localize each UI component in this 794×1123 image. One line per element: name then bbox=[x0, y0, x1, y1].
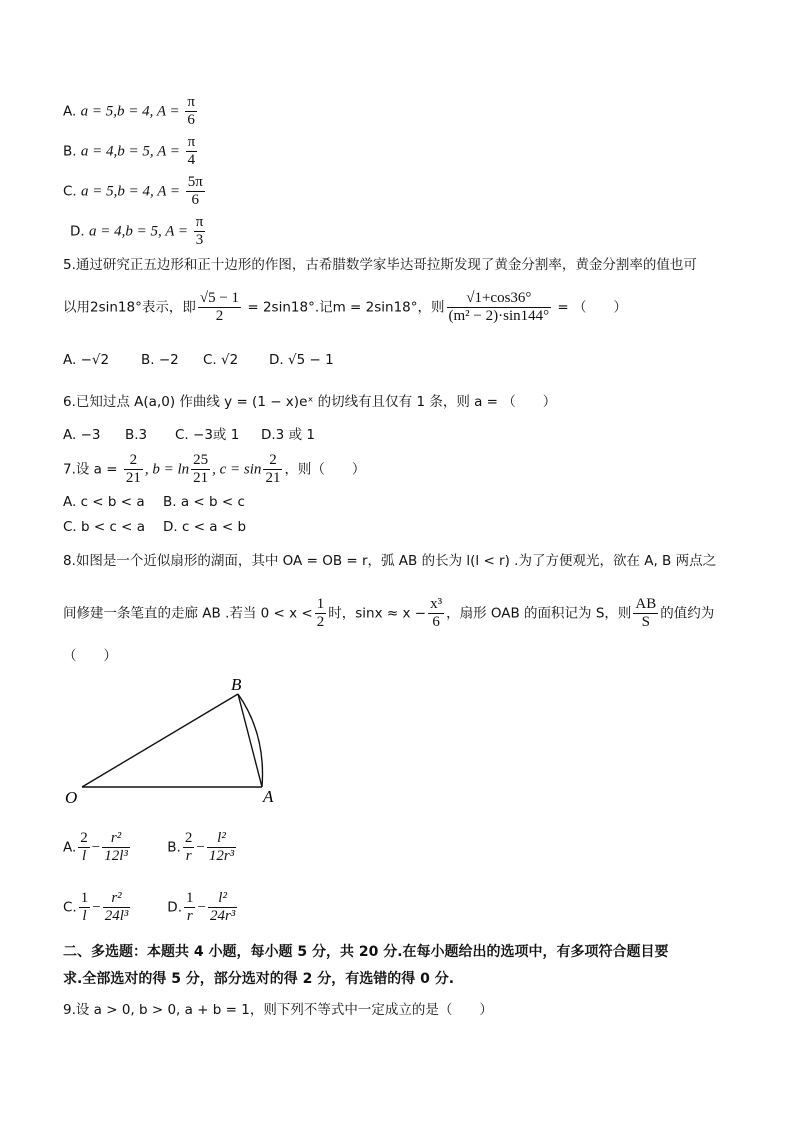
segment-ob bbox=[82, 694, 238, 787]
q7-options-row2 bbox=[63, 521, 246, 535]
q6-option-d: D.3 或 1 bbox=[261, 427, 315, 443]
label-a: A bbox=[263, 787, 274, 806]
q9-stem: 9.设 a > 0, b > 0, a + b = 1，则下列不等式中一定成立的是（ ） bbox=[63, 1002, 493, 1018]
q4-option-b: B. a = 4,b = 5, A = $\frac{\pi}{4}$ bbox=[63, 134, 196, 169]
q6-stem: 6.已知过点 A(a,0) 作曲线 y = (1 − x)eˣ 的切线有且仅有 1 条，则 a = （ ） bbox=[63, 394, 557, 410]
section2-heading-line1: 二、多选题：本题共 4 小题，每小题 5 分，共 20 分.在每小题给出的选项中，有多项符合题目要 bbox=[63, 944, 669, 960]
q5-options bbox=[63, 354, 334, 368]
q7-option-d: D. c < a < b bbox=[163, 519, 247, 535]
q7-options-row1 bbox=[63, 496, 245, 510]
q6-option-b: B.3 bbox=[125, 427, 148, 443]
q5-option-b: B. −2 bbox=[141, 352, 179, 368]
q8-option-a: A. $\frac{2}{l}$ − $\frac{\text{r²}}{\text{12l³}}$ bbox=[63, 830, 128, 865]
q8-answer-blank: （ ） bbox=[63, 648, 117, 664]
q4-option-d: D. a = 4,b = 5, A = $\frac{\pi}{3}$ bbox=[70, 214, 204, 249]
q8-option-b: B. $\frac{2}{r}$ − $\frac{\text{l²}}{\text{12r³}}$ bbox=[167, 830, 235, 865]
q7-option-c: C. b < c < a bbox=[63, 519, 146, 535]
q4-option-a: A. a = 5,b = 4, A = $\frac{\pi}{6}$ bbox=[63, 94, 195, 129]
q6-option-c: C. −3或 1 bbox=[175, 427, 240, 443]
sector-figure bbox=[60, 672, 290, 812]
section2-heading-line2: 求.全部选对的得 5 分，部分选对的得 2 分，有选错的得 0 分. bbox=[63, 971, 455, 987]
q6-options bbox=[63, 429, 315, 443]
q8-stem-line2: 间修建一条笔直的走廊 AB .若当 0 < x < $\frac{1}{2}$ 时，sinx ≈ x − $\frac{\text{x³}}{6}$ ，扇形 OAB 的面积记为 S，则 $\frac{AB}{S}$ 的值约为 bbox=[63, 596, 715, 631]
q8-options-row1 bbox=[63, 830, 238, 866]
q8-stem-line1: 8.如图是一个近似扇形的湖面，其中 OA = OB = r，弧 AB 的长为 l(l < r) .为了方便观光，欲在 A, B 两点之 bbox=[63, 553, 717, 569]
q7-stem: 7.设 a = $\frac{2}{21}$ , b = ln $\frac{25}{21}$ , c = sin $\frac{2}{21}$ ，则（ ） bbox=[63, 452, 366, 487]
label-o: O bbox=[65, 788, 78, 807]
q5-option-d: D. √5 − 1 bbox=[269, 352, 334, 368]
q8-option-d: D. $\frac{1}{r}$ − $\frac{\text{l²}}{\text{24r³}}$ bbox=[167, 890, 236, 925]
q5-stem-line2: 以用2sin18°表示，即 $\frac{√5 - 1}{2}$ = 2sin18°.记m = 2sin18°，则 $\frac{√1+\cos 36^\circ}{\text{(m² − 2)·sin144°}}$ = （ ） bbox=[63, 290, 628, 325]
q7-option-a: A. c < b < a bbox=[63, 494, 145, 510]
q7-option-b: B. a < b < c bbox=[163, 494, 245, 510]
q6-option-a: A. −3 bbox=[63, 427, 101, 443]
q5-option-c: C. √2 bbox=[203, 352, 239, 368]
q5-stem-line1: 5.通过研究正五边形和正十边形的作图，古希腊数学家毕达哥拉斯发现了黄金分割率，黄金分割率的值也可 bbox=[63, 257, 697, 273]
label-b: B bbox=[231, 675, 242, 694]
q8-options-row2 bbox=[63, 890, 239, 926]
q5-option-a: A. −√2 bbox=[63, 352, 110, 368]
q8-option-c: C. $\frac{1}{l}$ − $\frac{\text{r²}}{\text{24l³}}$ bbox=[63, 890, 129, 925]
q4-option-c: C. a = 5,b = 4, A = $\frac{5\pi}{6}$ bbox=[63, 174, 203, 209]
